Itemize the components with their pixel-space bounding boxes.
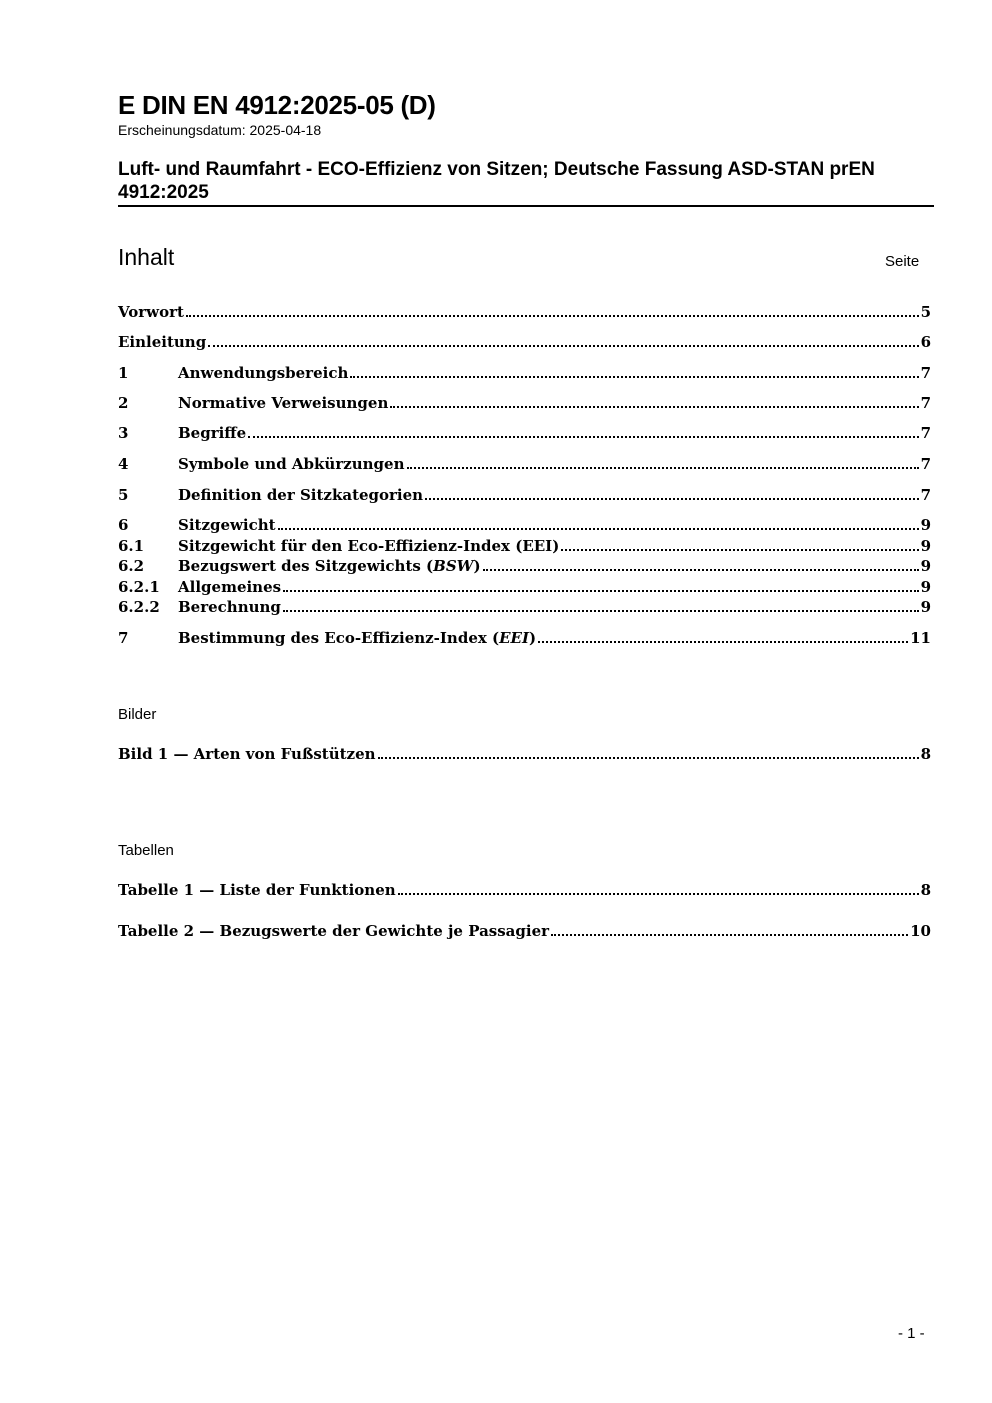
toc-leader-dots: [278, 528, 919, 530]
figure-entry-1[interactable]: [118, 744, 931, 764]
toc-leader-dots: [208, 345, 918, 347]
toc-entry-text: [178, 628, 536, 648]
toc-entry-2[interactable]: [118, 393, 931, 413]
toc-entry-number: 3: [118, 424, 129, 442]
toc-entry-6-2-2[interactable]: [118, 597, 931, 617]
toc-entry-text: Begriffe: [178, 424, 247, 442]
tables-heading: Tabellen: [118, 842, 174, 859]
toc-entry-number: 6.2.2: [118, 598, 160, 616]
toc-entry-page: 7: [920, 394, 931, 412]
table-entry-text: Tabelle 2 — Bezugswerte der Gewichte je Passagier: [118, 922, 550, 940]
toc-entry-text: Sitzgewicht für den Eco-Effizienz-Index (EEI): [178, 537, 560, 555]
toc-entry-page: 7: [920, 455, 931, 473]
toc-leader-dots: [425, 498, 918, 500]
toc-entry-number: 6.2: [118, 557, 145, 575]
document-title: Luft- und Raumfahrt - ECO-Effizienz von Sitzen; Deutsche Fassung ASD-STAN prEN 4912:2025: [118, 159, 875, 203]
table-entry-1[interactable]: [118, 880, 931, 900]
toc-entry-number: 5: [118, 486, 129, 504]
toc-entry-page: 6: [920, 333, 931, 351]
toc-entry-page: 7: [920, 424, 931, 442]
toc-entry-text: Normative Verweisungen: [178, 394, 389, 412]
toc-entry-7[interactable]: [118, 628, 931, 648]
toc-entry-symbol: BSW: [433, 557, 474, 575]
toc-entry-symbol: EEI: [499, 629, 530, 647]
toc-leader-dots: [350, 376, 918, 378]
toc-leader-dots: [390, 406, 918, 408]
toc-leader-dots: [483, 569, 919, 571]
toc-entry-text: Vorwort: [118, 303, 184, 321]
table-entry-2[interactable]: [118, 921, 931, 941]
toc-entry-1[interactable]: [118, 363, 931, 383]
toc-entry-5[interactable]: [118, 485, 931, 505]
toc-entry-4[interactable]: [118, 454, 931, 474]
toc-entry-text: Anwendungsbereich: [178, 364, 349, 382]
toc-leader-dots: [398, 893, 919, 895]
publication-date: Erscheinungsdatum: 2025-04-18: [118, 122, 322, 138]
toc-entry-text: Sitzgewicht: [178, 516, 276, 534]
toc-entry-page: 5: [920, 303, 931, 321]
toc-entry-page: 9: [920, 516, 931, 534]
toc-heading: Inhalt: [118, 244, 175, 270]
toc-entry-text-part: Bestimmung des Eco-Effizienz-Index (: [178, 629, 500, 647]
toc-entry-page: 7: [920, 364, 931, 382]
toc-leader-dots: [407, 467, 919, 469]
table-entry-text: Tabelle 1 — Liste der Funktionen: [118, 881, 396, 899]
toc-entry-6-2[interactable]: [118, 556, 931, 576]
toc-entry-text: Allgemeines: [178, 578, 282, 596]
toc-entry-page: 9: [920, 598, 931, 616]
figure-entry-text: Bild 1 — Arten von Fußstützen: [118, 745, 376, 763]
toc-entry-3[interactable]: [118, 423, 931, 443]
toc-leader-dots: [538, 641, 908, 643]
toc-leader-dots: [378, 757, 919, 759]
title-divider: [118, 205, 934, 207]
toc-leader-dots: [248, 436, 918, 438]
figure-entry-page: 8: [920, 745, 931, 763]
table-entry-page: 8: [920, 881, 931, 899]
toc-entry-6-1[interactable]: [118, 536, 931, 556]
toc-entry-number: 1: [118, 364, 129, 382]
toc-entry-text-part: Bezugswert des Sitzgewichts (: [178, 557, 434, 575]
toc-entry-number: 4: [118, 455, 129, 473]
page-number: - 1 -: [898, 1325, 925, 1342]
toc-entry-number: 2: [118, 394, 129, 412]
toc-entry-text: [178, 556, 481, 576]
toc-entry-6[interactable]: [118, 515, 931, 535]
toc-leader-dots: [561, 549, 918, 551]
toc-entry-number: 6.2.1: [118, 578, 160, 596]
toc-leader-dots: [186, 315, 919, 317]
table-entry-page: 10: [910, 922, 931, 940]
toc-entry-6-2-1[interactable]: [118, 577, 931, 597]
toc-entry-number: 7: [118, 629, 129, 647]
figures-heading: Bilder: [118, 706, 157, 723]
toc-entry-number: 6: [118, 516, 129, 534]
toc-leader-dots: [551, 934, 908, 936]
toc-entry-text: Berechnung: [178, 598, 281, 616]
document-id: E DIN EN 4912:2025-05 (D): [118, 90, 436, 120]
toc-leader-dots: [283, 590, 918, 592]
toc-entry-text: Einleitung: [118, 333, 207, 351]
toc-entry-page: 9: [920, 578, 931, 596]
toc-entry-number: 6.1: [118, 537, 145, 555]
toc-entry-text: Definition der Sitzkategorien: [178, 486, 424, 504]
toc-entry-text: Symbole und Abkürzungen: [178, 455, 405, 473]
toc-page-column-label: Seite: [885, 253, 920, 270]
toc-entry-page: 9: [920, 537, 931, 555]
toc-entry-text-suffix: ): [529, 629, 537, 647]
toc-entry-vorwort[interactable]: [118, 302, 931, 322]
toc-entry-text-suffix: ): [473, 557, 481, 575]
toc-entry-page: 7: [920, 486, 931, 504]
toc-entry-page: 9: [920, 557, 931, 575]
toc-entry-einleitung[interactable]: [118, 332, 931, 352]
toc-entry-page: 11: [910, 629, 931, 647]
toc-leader-dots: [283, 610, 919, 612]
